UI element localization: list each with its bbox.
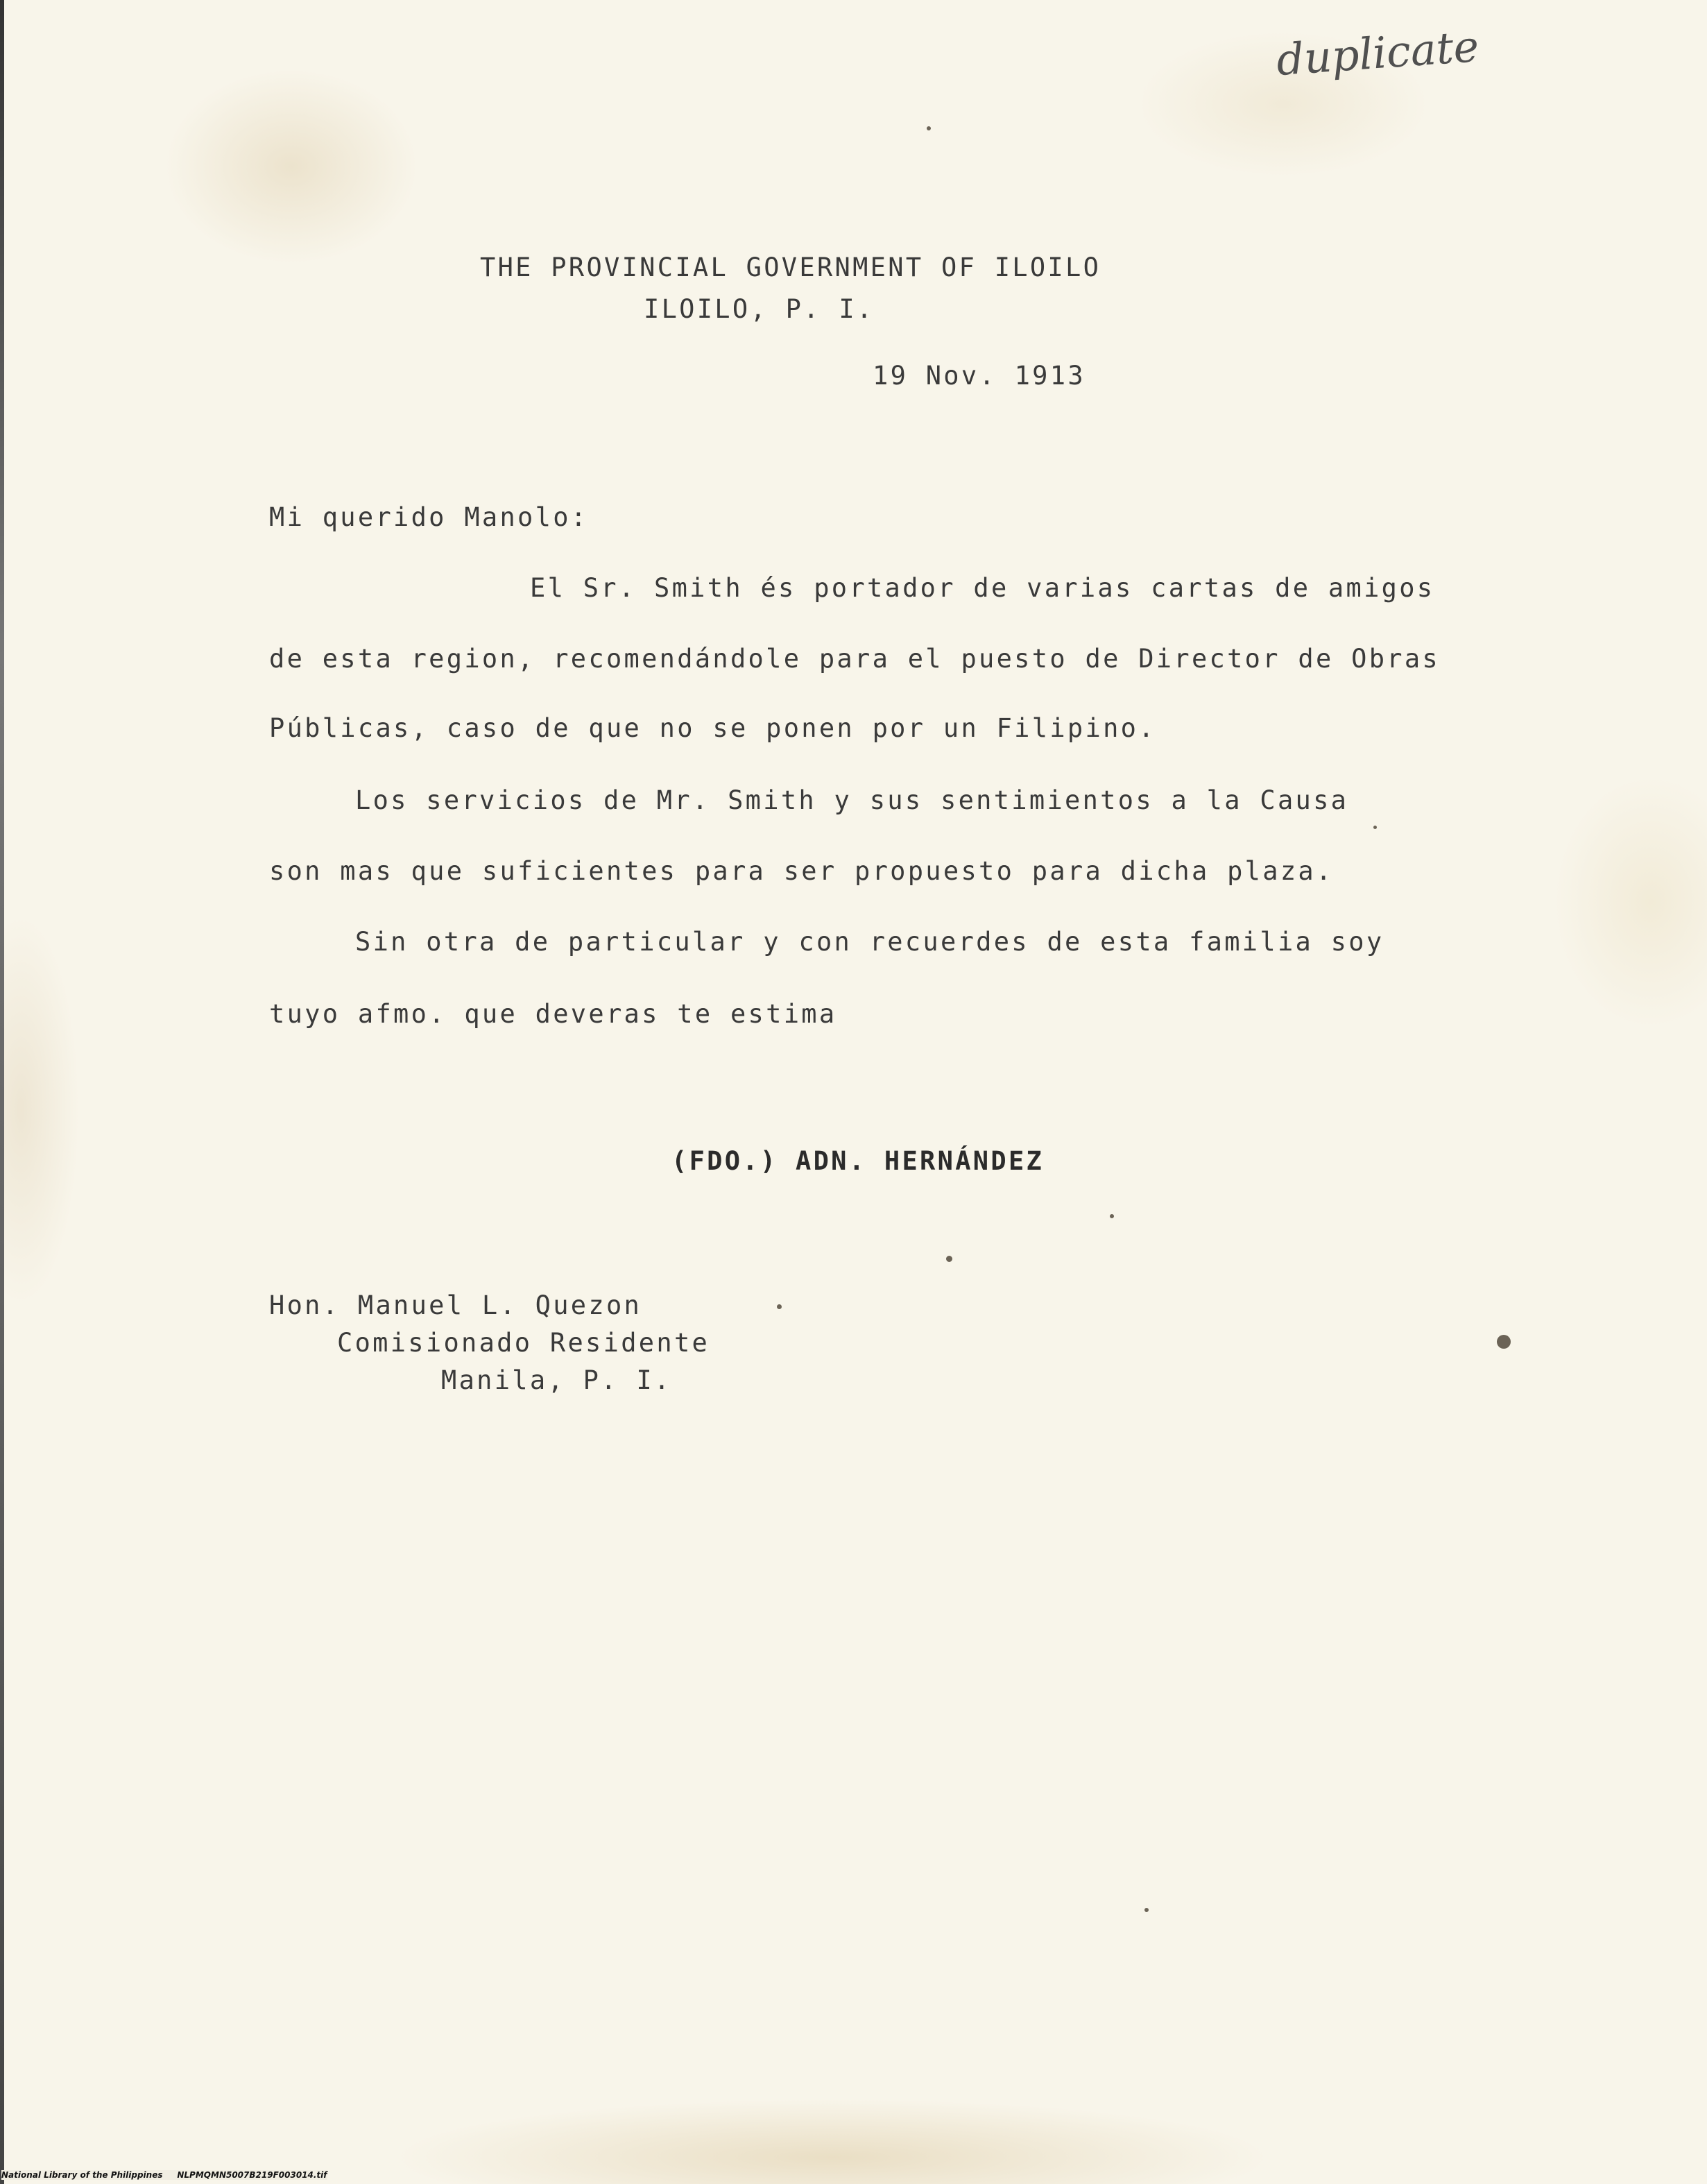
archive-footer: National Library of the Philippines NLPMQMN5007B219F003014.tif [1, 2170, 327, 2180]
salutation: Mi querido Manolo: [269, 502, 589, 532]
body-line: de esta region, recomendándole para el puesto de Director de Obras [269, 644, 1441, 674]
scan-edge [0, 0, 4, 2184]
addressee-line-1: Hon. Manuel L. Quezon [269, 1290, 642, 1320]
handwritten-annotation: duplicate [1274, 20, 1481, 86]
ink-spot [1110, 1214, 1114, 1218]
body-line: Los servicios de Mr. Smith y sus sentimientos a la Causa [355, 785, 1349, 815]
body-line: Públicas, caso de que no se ponen por un Filipino. [269, 713, 1156, 743]
body-line: El Sr. Smith és portador de varias cartas de amigos [530, 573, 1435, 603]
letterhead-line-2: ILOILO, P. I. [644, 294, 875, 324]
signature: (FDO.) ADN. HERNÁNDEZ [671, 1146, 1045, 1176]
ink-spot [1497, 1335, 1511, 1349]
ink-spot [777, 1304, 782, 1309]
body-line: Sin otra de particular y con recuerdes de esta familia soy [355, 927, 1384, 957]
letter-date: 19 Nov. 1913 [873, 361, 1086, 391]
letterhead-line-1: THE PROVINCIAL GOVERNMENT OF ILOILO [480, 253, 1101, 282]
body-line: son mas que suficientes para ser propuesto para dicha plaza. [269, 856, 1334, 886]
body-line: tuyo afmo. que deveras te estima [269, 999, 837, 1029]
ink-spot [946, 1256, 952, 1262]
ink-spot [927, 126, 931, 130]
ink-spot [1144, 1908, 1149, 1912]
addressee-line-2: Comisionado Residente [337, 1328, 710, 1358]
ink-spot [1373, 826, 1377, 829]
addressee-line-3: Manila, P. I. [441, 1365, 672, 1395]
